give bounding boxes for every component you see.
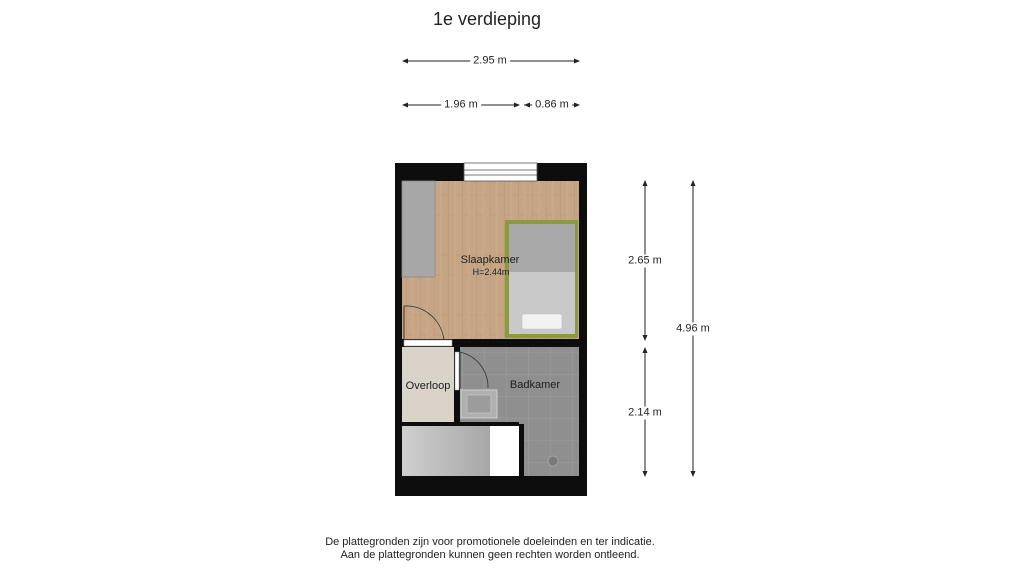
room-label-landing: Overloop: [405, 380, 451, 392]
disclaimer: [0, 536, 980, 562]
dim-label-height-bottom: 2.14 m: [625, 407, 665, 420]
dim-label-height-total: 4.96 m: [673, 323, 713, 336]
disclaimer-line-1: De plattegronden zijn voor promotionele doeleinden en ter indicatie.: [325, 536, 655, 548]
disclaimer-line-2: Aan de plattegronden kunnen geen rechten worden ontleend.: [340, 549, 640, 561]
bed: [505, 220, 578, 338]
room-label-bedroom: Slaapkamer: [460, 254, 520, 266]
dim-label-total-width: 2.95 m: [470, 55, 510, 68]
wardrobe: [402, 181, 435, 277]
floor-title: 1e verdieping: [432, 9, 542, 29]
shower-floor: [524, 424, 579, 476]
room-label-bathroom: Badkamer: [509, 379, 561, 391]
doorway-bedroom: [404, 340, 452, 346]
window-top: [464, 163, 537, 181]
washbasin: [461, 390, 497, 418]
doorway-bathroom: [455, 352, 459, 390]
pillow: [522, 314, 562, 329]
dim-label-width-left: 1.96 m: [441, 99, 481, 112]
dim-label-width-right: 0.86 m: [532, 99, 572, 112]
dim-label-height-top: 2.65 m: [625, 255, 665, 268]
stair-wall: [519, 424, 524, 476]
stair-void: [490, 424, 519, 476]
shower-drain: [548, 456, 558, 466]
room-height-bedroom: H=2.44m: [472, 267, 510, 277]
